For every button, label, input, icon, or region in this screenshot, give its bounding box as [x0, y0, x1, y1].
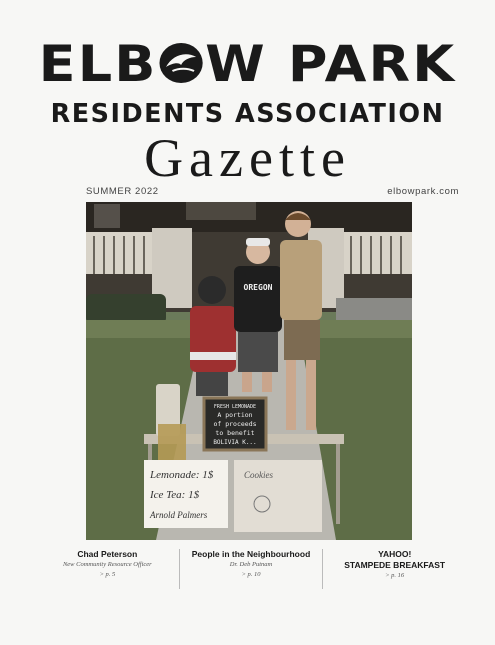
teaser-3-headline: YAHOO!: [378, 549, 412, 559]
teaser-2[interactable]: [179, 549, 323, 589]
shirt-text: OREGON: [243, 283, 273, 292]
title-part-2: W PARK: [205, 35, 457, 93]
cover-photo: [86, 202, 412, 540]
masthead-title: [0, 35, 495, 94]
menu-line-2: Ice Tea: 1$: [150, 489, 200, 501]
teaser-3[interactable]: [322, 549, 466, 589]
teaser-3-headline-2: STAMPEDE BREAKFAST: [344, 560, 446, 570]
teaser-row: [36, 549, 466, 589]
cookie-sign-text: Cookies: [244, 470, 273, 480]
teaser-2-page: > p. 10: [241, 571, 261, 578]
board-line-2: A portion: [217, 411, 253, 419]
website-link[interactable]: elbowpark.com: [387, 186, 459, 197]
masthead-subtitle: RESIDENTS ASSOCIATION: [50, 99, 445, 129]
teaser-2-subtitle: Dr. Deb Putnam: [229, 561, 273, 568]
masthead-gazette: Gazette: [144, 128, 351, 188]
teaser-1-page: > p. 5: [99, 571, 116, 578]
board-line-5: BOLIVIA K...: [213, 439, 257, 446]
teaser-1-subtitle: New Community Resource Officer: [62, 561, 152, 568]
issue-season: SUMMER 2022: [86, 186, 159, 197]
teaser-3-page: > p. 16: [385, 572, 405, 579]
menu-line-1: Lemonade: 1$: [150, 469, 214, 481]
masthead: [0, 35, 495, 188]
title-part-1: ELB: [38, 35, 158, 93]
bird-logo-icon: [158, 41, 206, 94]
teaser-1[interactable]: [36, 549, 179, 589]
board-line-3: of proceeds: [213, 420, 257, 428]
menu-line-3: Arnold Palmers: [150, 510, 208, 520]
board-line-1: FRESH LEMONADE: [213, 404, 257, 410]
teaser-1-headline: Chad Peterson: [77, 549, 138, 559]
teaser-2-headline: People in the Neighbourhood: [191, 549, 311, 559]
board-line-4: to benefit: [215, 429, 255, 437]
